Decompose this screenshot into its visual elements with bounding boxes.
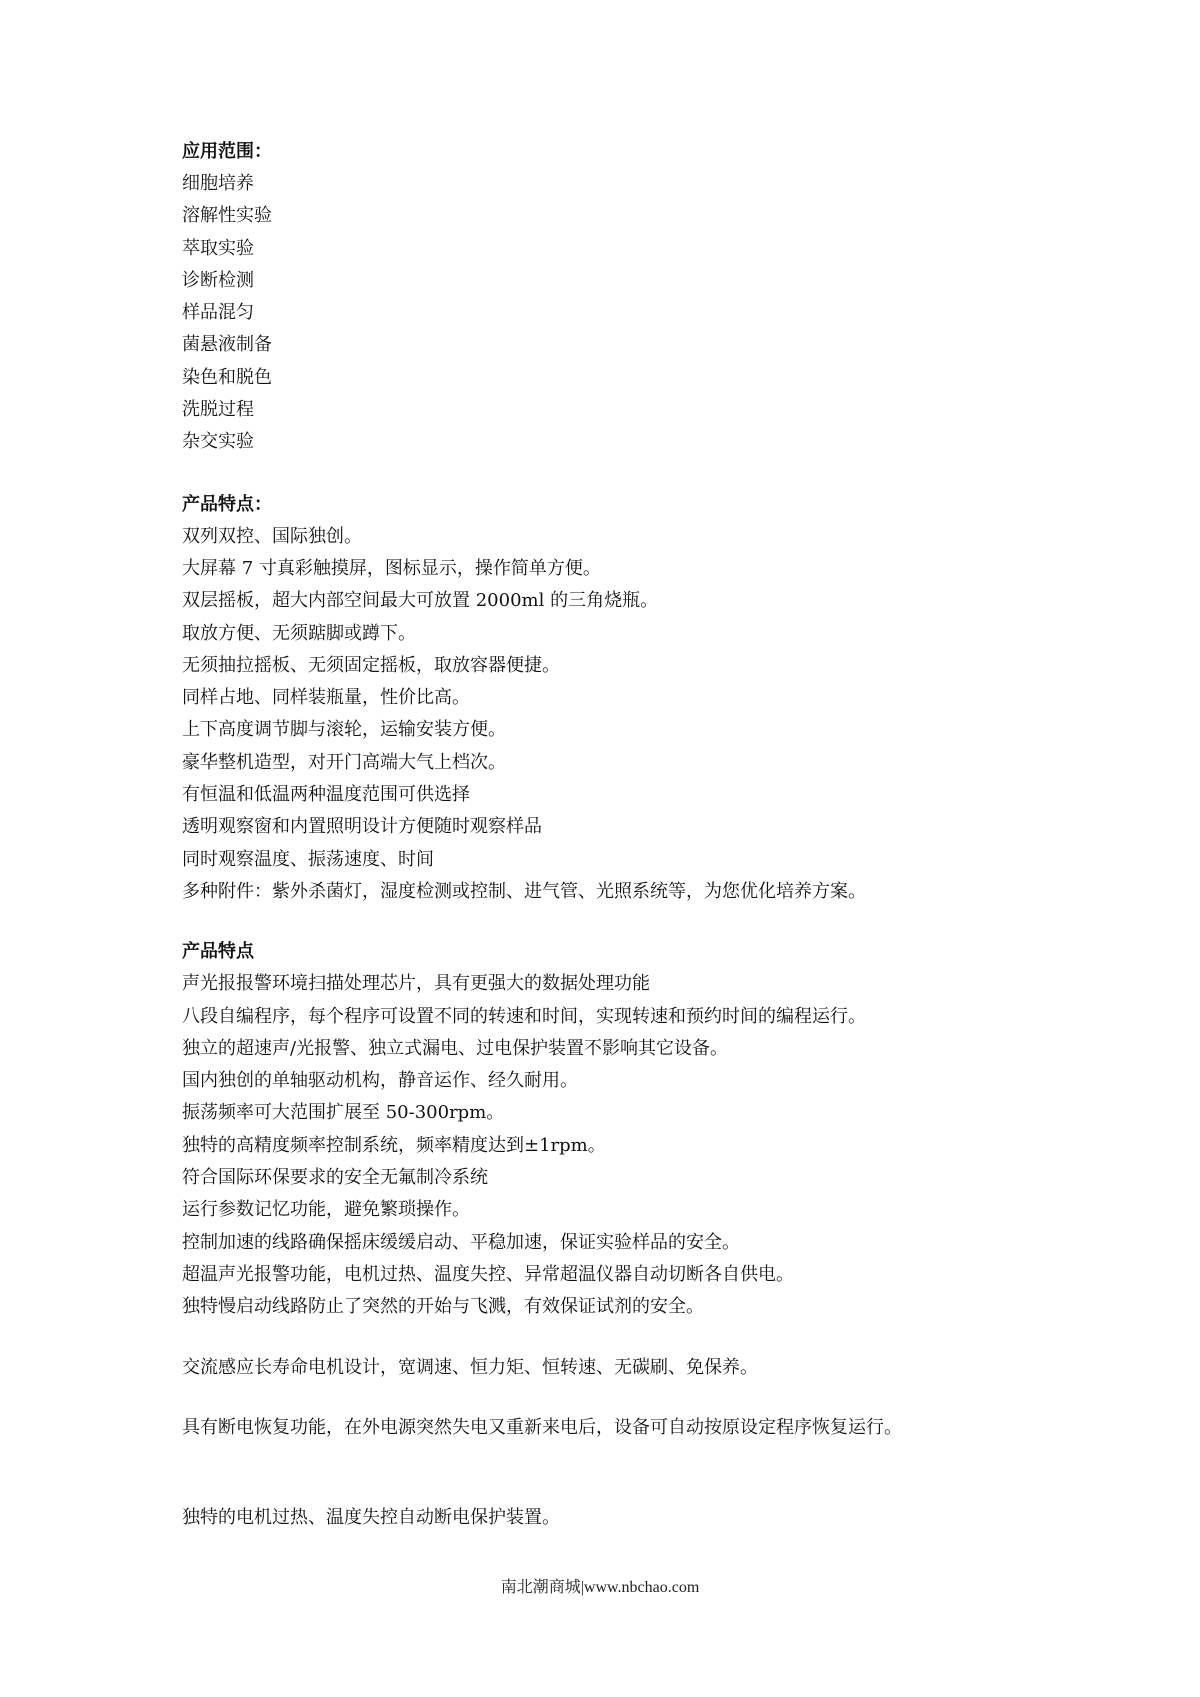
list-item: 豪华整机造型，对开门高端大气上档次。 — [182, 751, 506, 773]
list-item: 运行参数记忆功能，避免繁琐操作。 — [182, 1199, 470, 1221]
list-item: 菌悬液制备 — [182, 334, 272, 356]
list-item: 独特的高精度频率控制系统，频率精度达到±1rpm。 — [182, 1134, 606, 1156]
list-item: 无须抽拉摇板、无须固定摇板，取放容器便捷。 — [182, 654, 560, 676]
document-body — [182, 136, 1142, 1534]
paragraph: 具有断电恢复功能，在外电源突然失电又重新来电后，设备可自动按原设定程序恢复运行。 — [182, 1416, 902, 1438]
list-item: 样品混匀 — [182, 302, 254, 324]
list-item: 诊断检测 — [182, 269, 254, 291]
list-item: 符合国际环保要求的安全无氟制冷系统 — [182, 1167, 488, 1189]
features-section-2 — [182, 936, 1142, 1323]
list-item: 同时观察温度、振荡速度、时间 — [182, 848, 434, 870]
list-item: 取放方便、无须踮脚或蹲下。 — [182, 622, 416, 644]
list-item: 萃取实验 — [182, 237, 254, 259]
list-item: 同样占地、同样装瓶量，性价比高。 — [182, 687, 470, 709]
spacer — [182, 1444, 1142, 1502]
list-item: 双层摇板，超大内部空间最大可放置 2000ml 的三角烧瓶。 — [182, 590, 659, 612]
list-item: 大屏幕 7 寸真彩触摸屏，图标显示，操作简单方便。 — [182, 557, 601, 579]
list-item: 超温声光报警功能，电机过热、温度失控、异常超温仪器自动切断各自供电。 — [182, 1263, 794, 1285]
list-item: 上下高度调节脚与滚轮，运输安装方便。 — [182, 719, 506, 741]
list-item: 染色和脱色 — [182, 366, 272, 388]
paragraph: 独特的电机过热、温度失控自动断电保护装置。 — [182, 1507, 560, 1529]
features-heading-2: 产品特点 — [182, 941, 254, 963]
list-item: 洗脱过程 — [182, 399, 254, 421]
spacer — [182, 459, 1142, 489]
list-item: 多种附件：紫外杀菌灯，湿度检测或控制、进气管、光照系统等，为您优化培养方案。 — [182, 880, 866, 902]
features-heading-1: 产品特点： — [182, 493, 272, 515]
list-item: 八段自编程序，每个程序可设置不同的转速和时间，实现转速和预约时间的编程运行。 — [182, 1005, 866, 1027]
list-item: 国内独创的单轴驱动机构，静音运作、经久耐用。 — [182, 1070, 578, 1092]
list-item: 独特慢启动线路防止了突然的开始与飞溅，有效保证试剂的安全。 — [182, 1296, 704, 1318]
list-item: 双列双控、国际独创。 — [182, 525, 362, 547]
list-item: 透明观察窗和内置照明设计方便随时观察样品 — [182, 816, 542, 838]
features-section-1 — [182, 489, 1142, 909]
paragraph: 交流感应长寿命电机设计，宽调速、恒力矩、恒转速、无碳刷、免保养。 — [182, 1356, 758, 1378]
list-item: 独立的超速声/光报警、独立式漏电、过电保护装置不影响其它设备。 — [182, 1037, 729, 1059]
list-item: 溶解性实验 — [182, 205, 272, 227]
spacer — [182, 1384, 1142, 1412]
applications-section — [182, 136, 1142, 459]
spacer — [182, 908, 1142, 936]
list-item: 控制加速的线路确保摇床缓缓启动、平稳加速，保证实验样品的安全。 — [182, 1231, 740, 1253]
list-item: 振荡频率可大范围扩展至 50-300rpm。 — [182, 1102, 505, 1124]
list-item: 细胞培养 — [182, 173, 254, 194]
list-item: 杂交实验 — [182, 431, 254, 453]
list-item: 有恒温和低温两种温度范围可供选择 — [182, 784, 470, 806]
spacer — [182, 1324, 1142, 1352]
page-footer: 南北潮商城|www.nbchao.com — [500, 1579, 700, 1596]
applications-heading: 应用范围： — [182, 141, 272, 162]
list-item: 声光报报警环境扫描处理芯片，具有更强大的数据处理功能 — [182, 973, 650, 995]
